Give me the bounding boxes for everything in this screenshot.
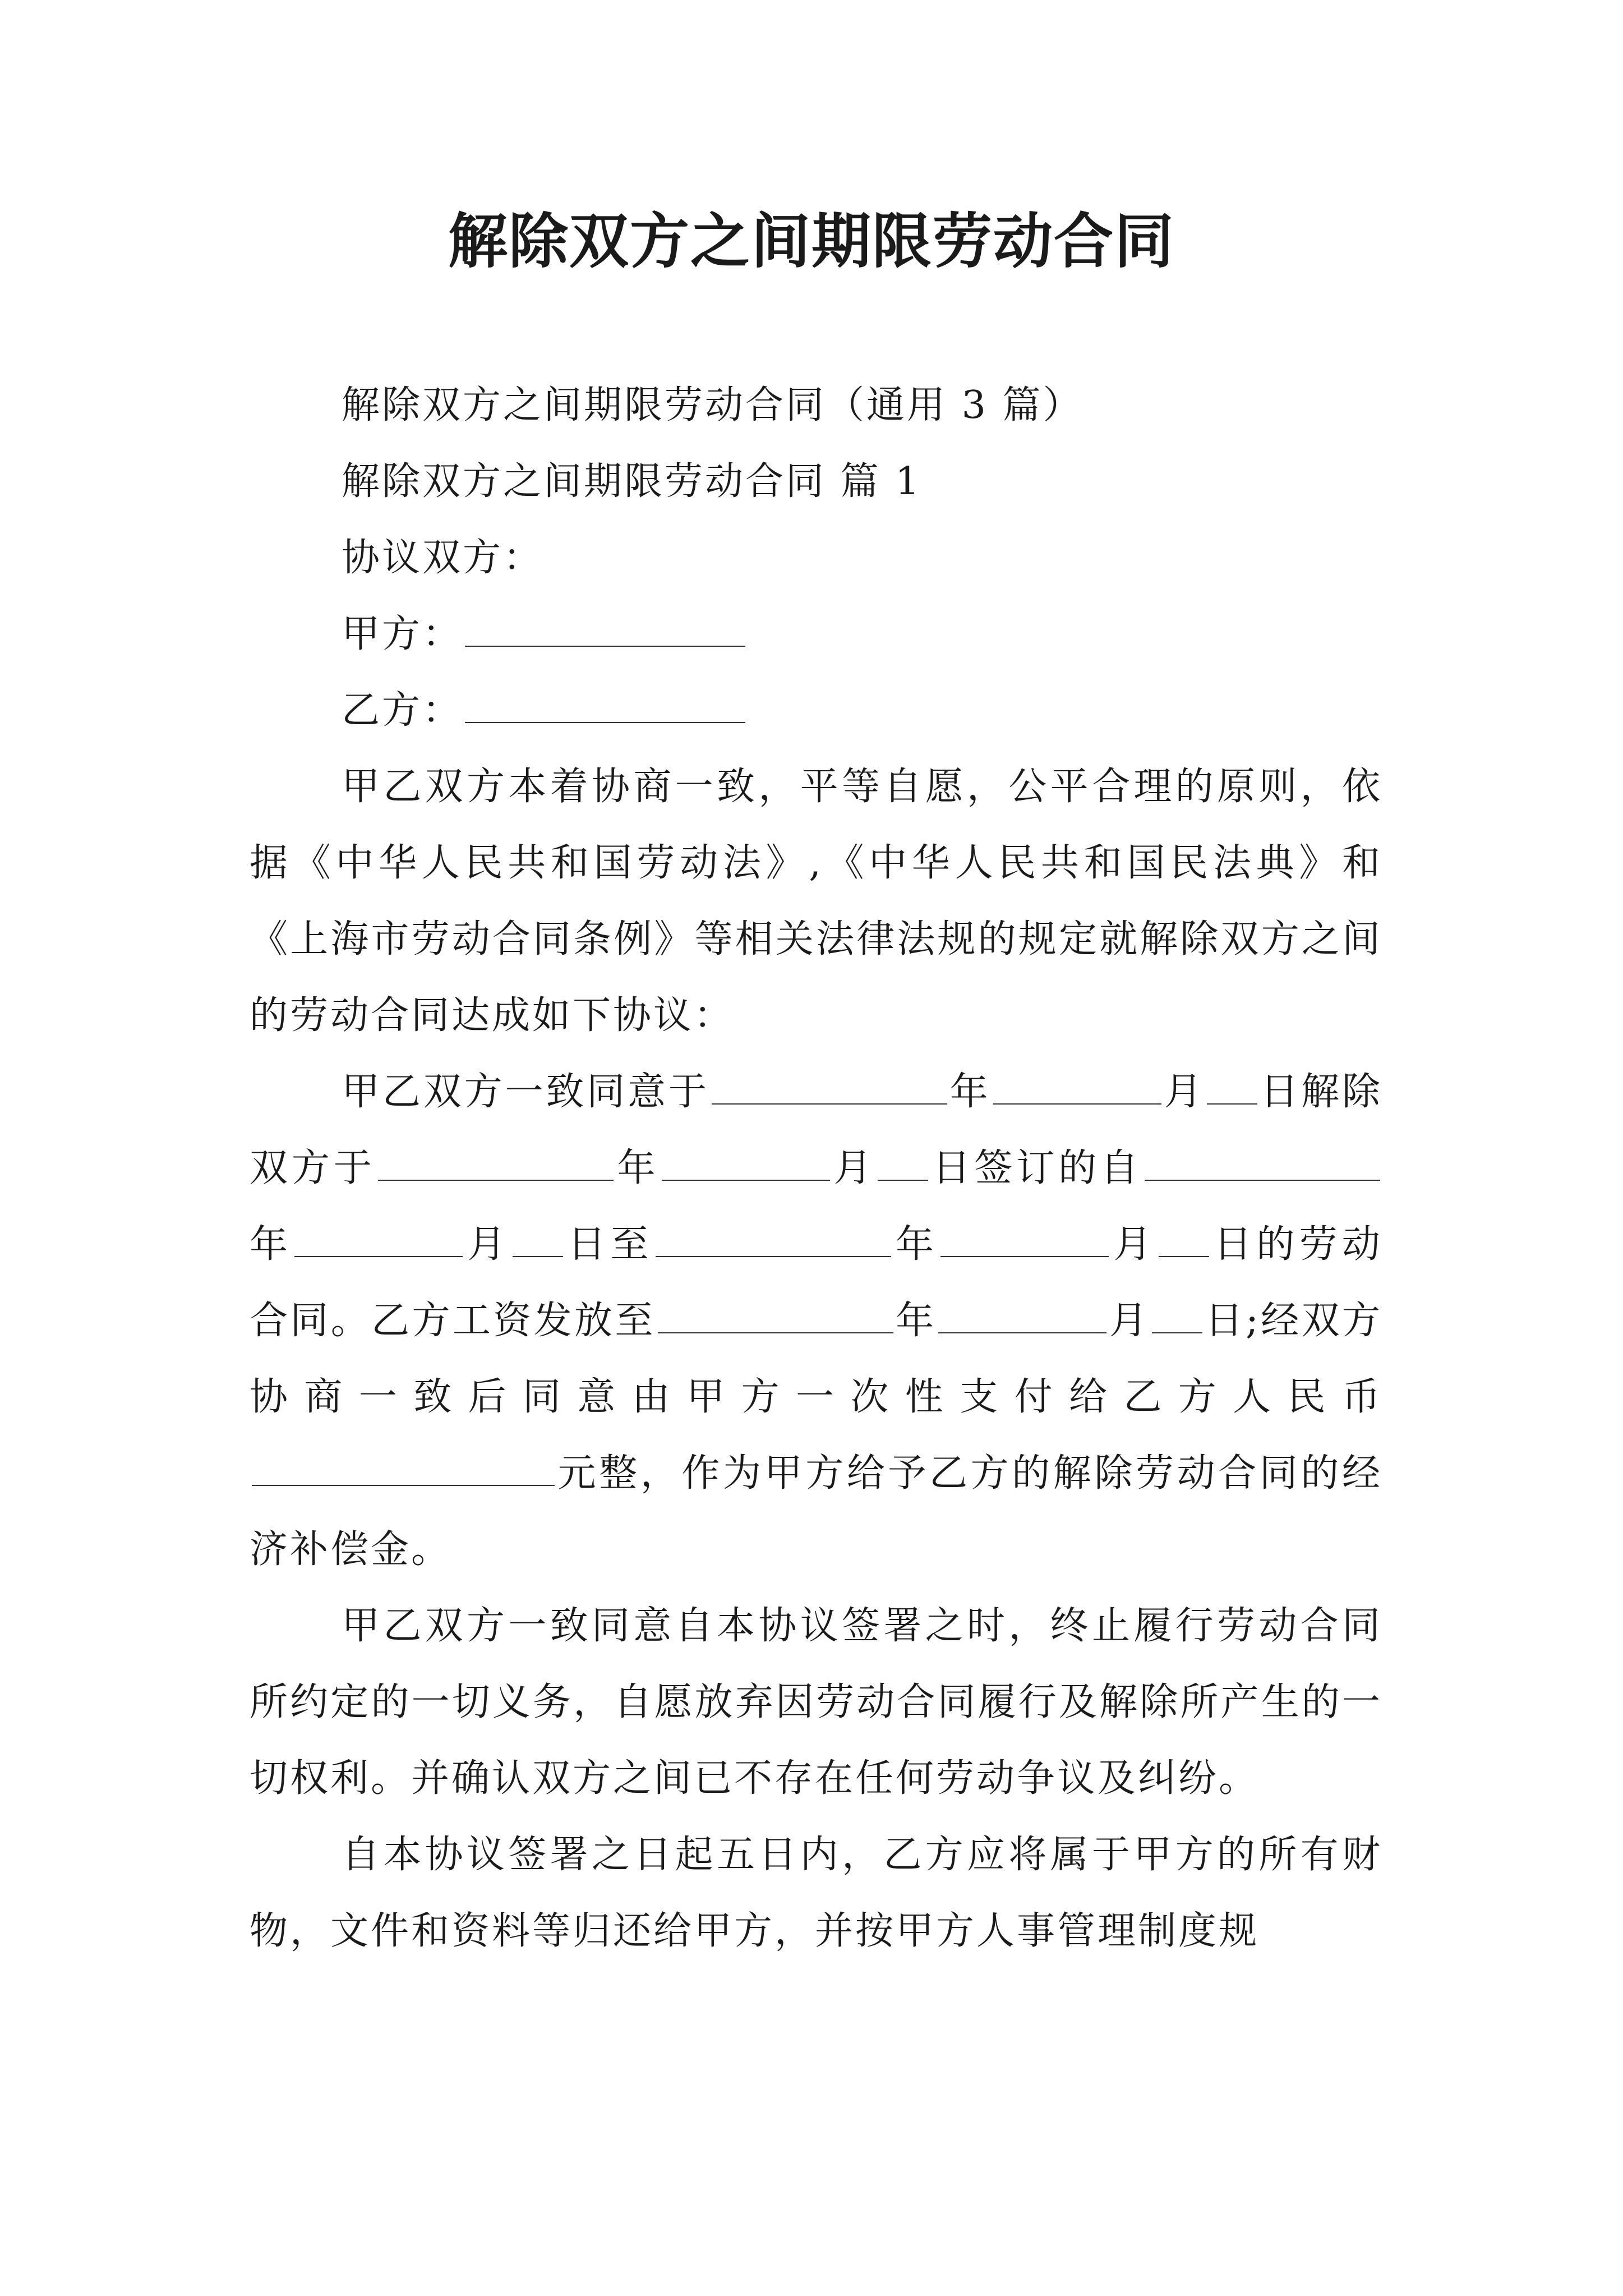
document-title: 解除双方之间期限劳动合同 — [448, 206, 1175, 276]
party-a-blank — [465, 612, 745, 647]
party-a-line — [250, 596, 1382, 673]
document-body — [250, 367, 1382, 1970]
day-blank — [1207, 1070, 1257, 1105]
month-blank — [993, 1070, 1161, 1105]
paragraph-principles: 甲乙双方本着协商一致，平等自愿，公平合理的原则，依据《中华人民共和国劳动法》,《中华人民共和国民法典》和《上海市劳动合同条例》等相关法律法规的规定就解除双方之间的劳动合同达成如下协议： — [250, 765, 1382, 1038]
paragraph-obligations: 甲乙双方一致同意自本协议签署之时，终止履行劳动合同所约定的一切义务，自愿放弃因劳动合同履行及解除所产生的一切权利。并确认双方之间已不存在任何劳动争议及纠纷。 — [250, 1604, 1382, 1801]
day-blank — [1152, 1299, 1202, 1333]
parties-label: 协议双方： — [342, 536, 544, 580]
paragraph-termination-dates: 甲乙双方一致同意于 年 月 日解除双方于 年 月 日签订的自年 月 日至 年 月 日的劳动合同。乙方工资发放至 年 月 日;经双方协商一致后同意由甲方一次性支付给乙方人民币元整，作为甲方给予乙方的解除劳动合同的经济补偿金。 — [250, 1070, 1382, 1572]
party-b-line — [250, 673, 1382, 749]
month-blank — [294, 1222, 463, 1257]
year-blank — [712, 1070, 947, 1105]
year-blank — [658, 1299, 893, 1333]
party-a-label: 甲方： — [342, 612, 463, 656]
year-blank — [378, 1146, 614, 1181]
header-line-1: 解除双方之间期限劳动合同（通用 3 篇） — [342, 383, 1083, 427]
amount-blank — [252, 1451, 555, 1486]
paragraph-return-property: 自本协议签署之日起五日内，乙方应将属于甲方的所有财物，文件和资料等归还给甲方，并按甲方人事管理制度规 — [250, 1833, 1382, 1953]
party-b-blank — [465, 688, 745, 723]
day-blank — [1159, 1222, 1209, 1257]
day-blank — [513, 1222, 563, 1257]
year-blank — [656, 1222, 891, 1257]
month-blank — [938, 1299, 1106, 1333]
month-blank — [940, 1222, 1109, 1257]
year-blank — [1145, 1146, 1380, 1181]
day-blank — [878, 1146, 928, 1181]
party-b-label: 乙方： — [342, 688, 463, 733]
month-blank — [662, 1146, 830, 1181]
header-line-2: 解除双方之间期限劳动合同 篇 1 — [342, 459, 922, 504]
